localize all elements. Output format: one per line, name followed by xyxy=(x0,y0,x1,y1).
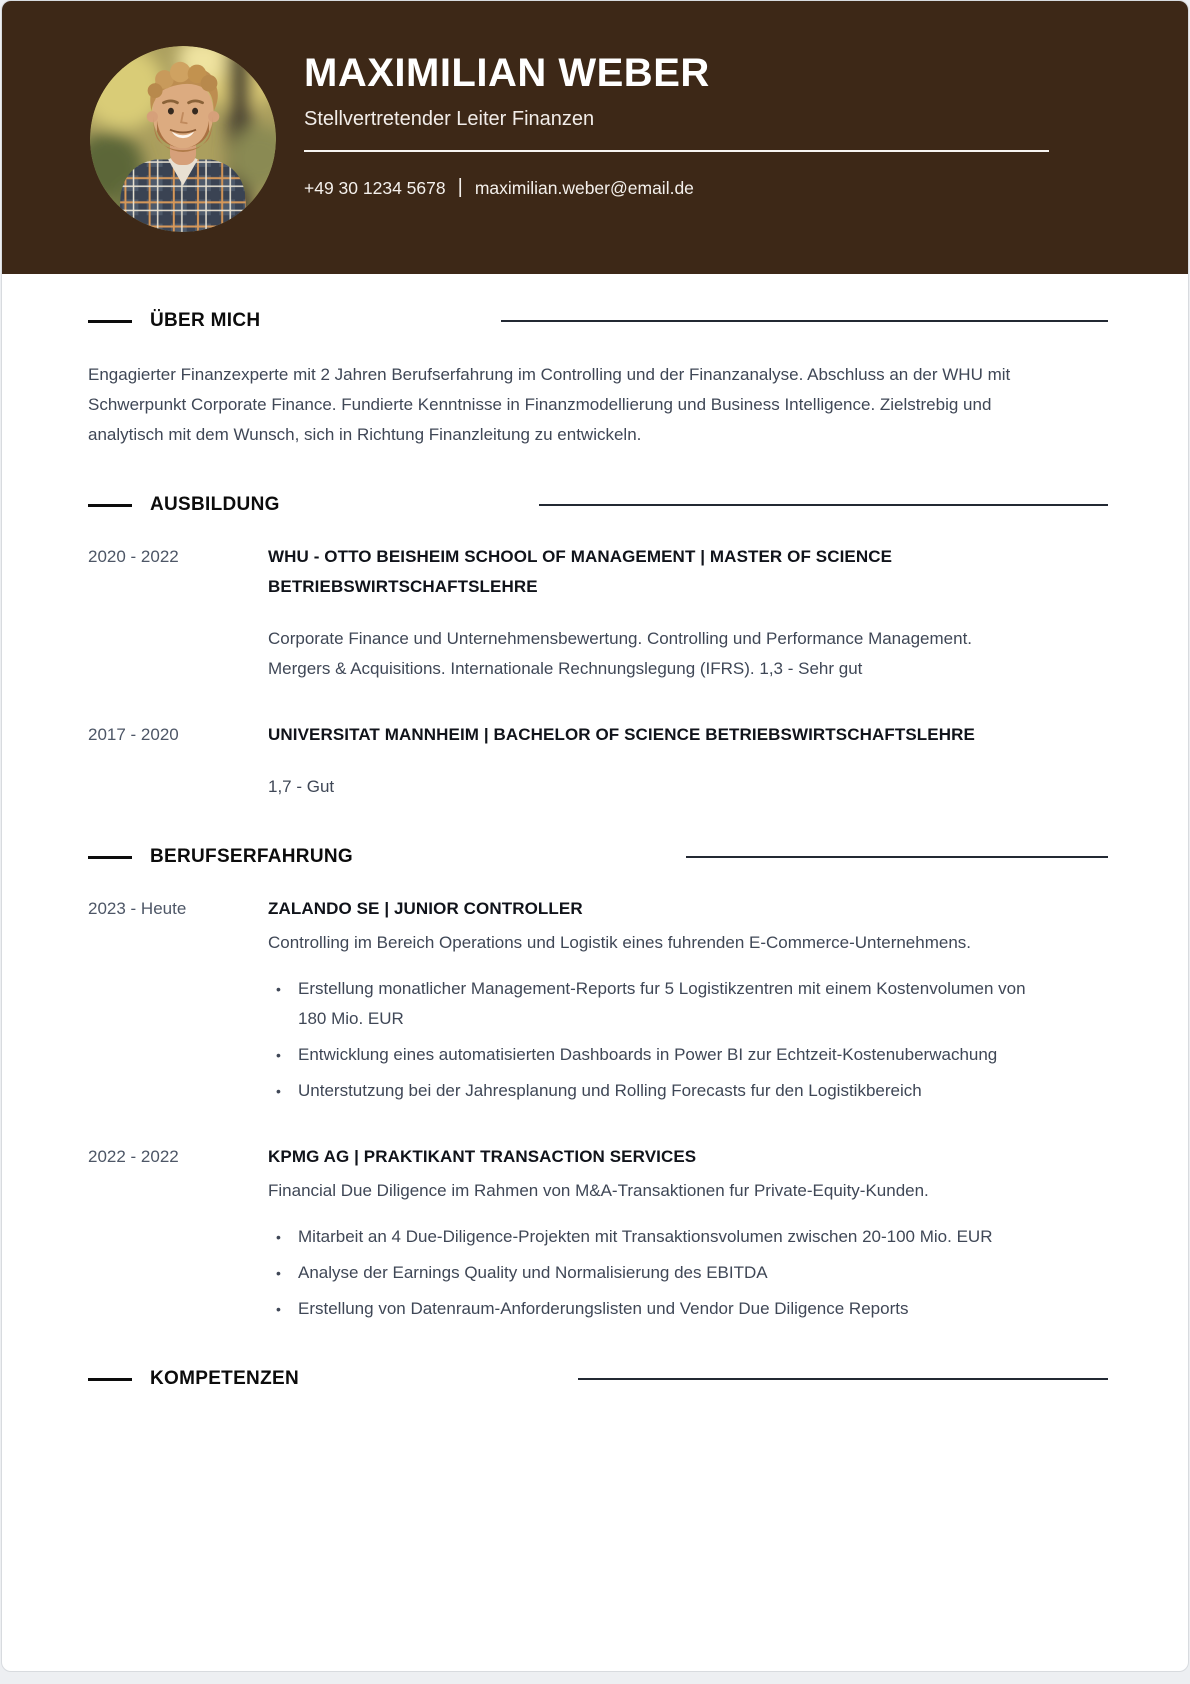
entry xyxy=(88,1142,1108,1324)
section-title: BERUFSERFAHRUNG xyxy=(150,846,353,867)
entry-bullets xyxy=(268,974,1108,1106)
entry-content xyxy=(268,720,1108,802)
section-dash xyxy=(88,320,132,323)
bullet-marker: • xyxy=(276,1229,281,1245)
entry xyxy=(88,720,1108,802)
contact-phone: +49 30 1234 5678 xyxy=(304,178,446,198)
resume-page xyxy=(1,0,1189,1672)
section-body xyxy=(88,542,1108,802)
bullet-item xyxy=(268,1294,1038,1324)
contact-line xyxy=(304,177,1108,200)
section xyxy=(88,310,1108,450)
section xyxy=(88,494,1108,802)
entry-period: 2017 - 2020 xyxy=(88,725,179,744)
entry-heading: KPMG AG | PRAKTIKANT TRANSACTION SERVICES xyxy=(268,1147,697,1166)
section-title: AUSBILDUNG xyxy=(150,494,280,515)
bullet-text: Mitarbeit an 4 Due-Diligence-Projekten mit Transaktionsvolumen zwischen 20-100 Mio. EUR xyxy=(298,1227,993,1246)
about-paragraph: Engagierter Finanzexperte mit 2 Jahren Berufserfahrung im Controlling und der Finanzanalyse. Abschluss an der WHU mit Schwerpunkt Corporate Finance. Fundierte Kenntnisse in Finanzmodellierung und Business Intelligence. Zielstrebig und analytisch mit dem Wunsch, sich in Richtung Finanzleitung zu entwickeln. xyxy=(88,365,1011,444)
section-title: ÜBER MICH xyxy=(150,310,261,331)
section-header xyxy=(88,310,1108,332)
section-body xyxy=(88,894,1108,1324)
entry-period: 2022 - 2022 xyxy=(88,1147,179,1166)
entry-heading: UNIVERSITAT MANNHEIM | BACHELOR OF SCIENCE BETRIEBSWIRTSCHAFTSLEHRE xyxy=(268,725,975,744)
entry-description: 1,7 - Gut xyxy=(268,777,335,796)
contact-email: maximilian.weber@email.de xyxy=(474,178,694,198)
entry-description: Controlling im Bereich Operations und Logistik eines fuhrenden E-Commerce-Unternehmens. xyxy=(268,933,972,952)
section-header xyxy=(88,494,1108,516)
section-header xyxy=(88,1368,1108,1390)
section-header xyxy=(88,846,1108,868)
bullet-item xyxy=(268,1076,1038,1106)
section-title: KOMPETENZEN xyxy=(150,1368,299,1389)
bullet-text: Unterstutzung bei der Jahresplanung und Rolling Forecasts fur den Logistikbereich xyxy=(298,1081,922,1100)
entry-period: 2023 - Heute xyxy=(88,899,187,918)
section-body xyxy=(88,360,1108,450)
bullet-marker: • xyxy=(276,1047,281,1063)
entry-period: 2020 - 2022 xyxy=(88,547,179,566)
bullet-marker: • xyxy=(276,1265,281,1281)
bullet-text: Erstellung monatlicher Management-Reports fur 5 Logistikzentren mit einem Kostenvolumen von 180 Mio. EUR xyxy=(298,979,1026,1028)
section-rule xyxy=(539,504,1108,506)
bullet-item xyxy=(268,1040,1038,1070)
entry-content xyxy=(268,894,1108,1106)
entry xyxy=(88,894,1108,1106)
section xyxy=(88,1368,1108,1390)
section-rule xyxy=(578,1378,1108,1380)
entry-heading: ZALANDO SE | JUNIOR CONTROLLER xyxy=(268,899,583,918)
entry-description: Financial Due Diligence im Rahmen von M&A-Transaktionen fur Private-Equity-Kunden. xyxy=(268,1181,929,1200)
person-title: Stellvertretender Leiter Finanzen xyxy=(304,108,595,130)
bullet-item xyxy=(268,1222,1038,1252)
section-dash xyxy=(88,856,132,859)
header xyxy=(2,1,1188,274)
entry-heading: WHU - OTTO BEISHEIM SCHOOL OF MANAGEMENT | MASTER OF SCIENCE BETRIEBSWIRTSCHAFTSLEHRE xyxy=(268,547,893,596)
bullet-text: Erstellung von Datenraum-Anforderungslisten und Vendor Due Diligence Reports xyxy=(298,1299,909,1318)
section xyxy=(88,846,1108,1324)
bullet-text: Analyse der Earnings Quality und Normalisierung des EBITDA xyxy=(298,1263,768,1282)
person-name: MAXIMILIAN WEBER xyxy=(304,51,710,95)
section-rule xyxy=(686,856,1108,858)
bullet-marker: • xyxy=(276,1301,281,1317)
bullet-text: Entwicklung eines automatisierten Dashboards in Power BI zur Echtzeit-Kostenuberwachung xyxy=(298,1045,998,1064)
section-dash xyxy=(88,1378,132,1381)
bullet-marker: • xyxy=(276,1083,281,1099)
entry-content xyxy=(268,1142,1108,1324)
contact-separator: | xyxy=(457,176,463,198)
sections xyxy=(2,274,1188,1390)
bullet-item xyxy=(268,974,1038,1034)
bullet-marker: • xyxy=(276,981,281,997)
entry-description: Corporate Finance und Unternehmensbewertung. Controlling und Performance Management. Mergers & Acquisitions. Internationale Rechnungslegung (IFRS). 1,3 - Sehr gut xyxy=(268,629,973,678)
entry xyxy=(88,542,1108,684)
header-divider xyxy=(304,150,1049,152)
entry-content xyxy=(268,542,1108,684)
profile-photo-image xyxy=(90,46,276,232)
bullet-item xyxy=(268,1258,1038,1288)
section-rule xyxy=(501,320,1108,322)
section-dash xyxy=(88,504,132,507)
profile-photo xyxy=(90,46,276,232)
entry-bullets xyxy=(268,1222,1108,1324)
